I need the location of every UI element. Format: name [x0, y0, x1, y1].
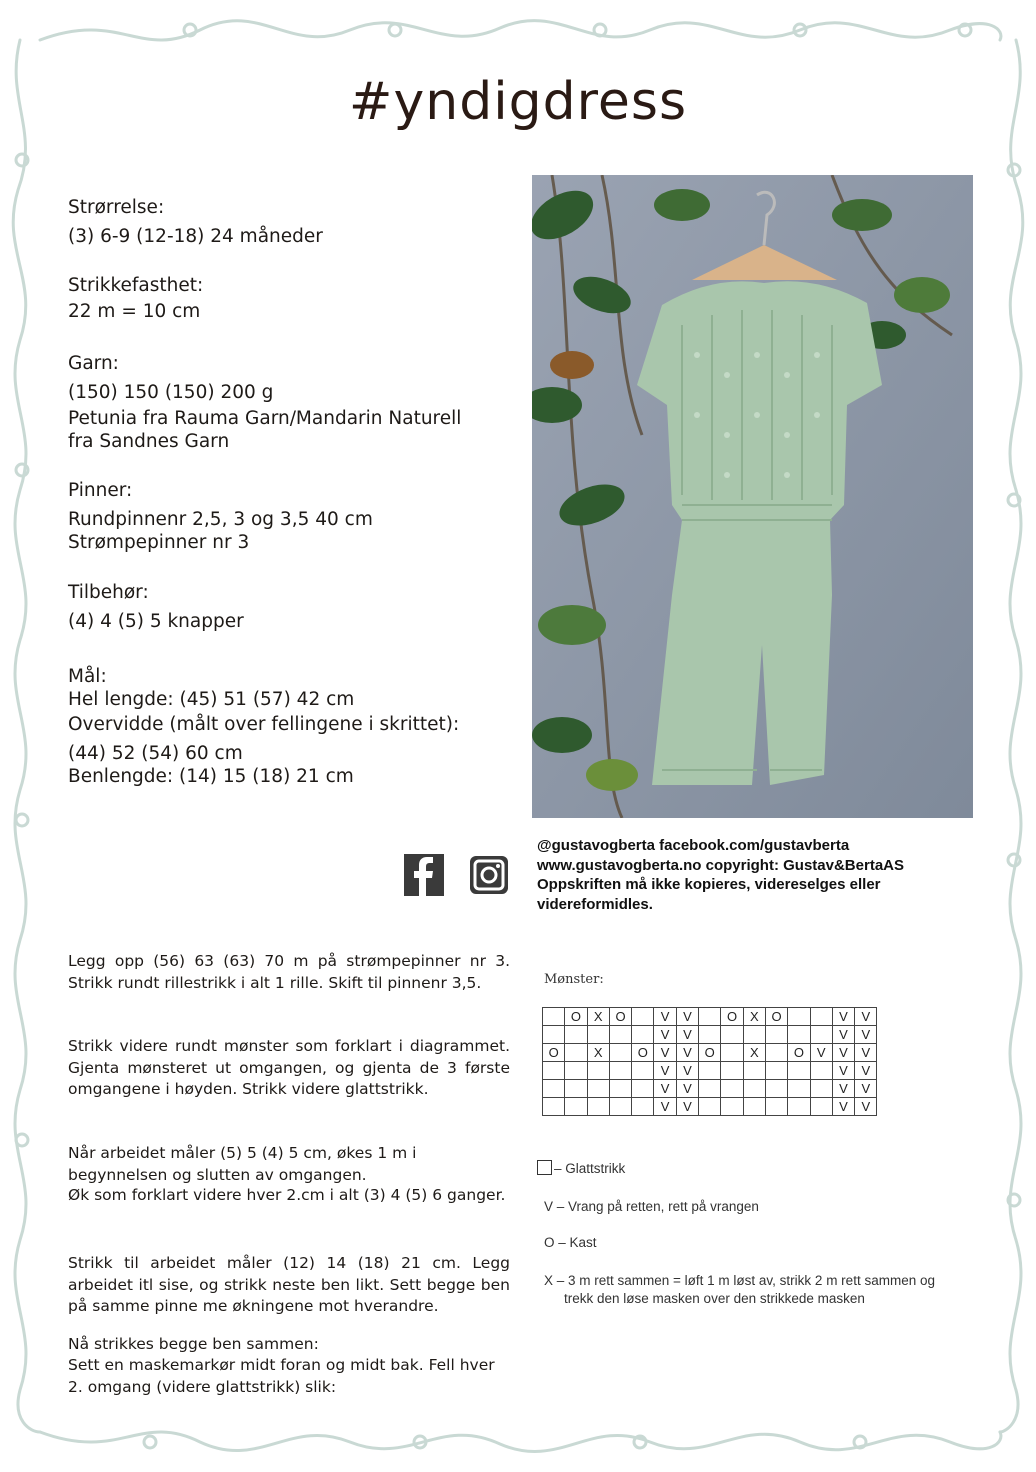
- instruction-paragraph: Sett en maskemarkør midt foran og midt bak. Fell hver 2. omgang (videre glattstrikk) slik:: [68, 1356, 495, 1396]
- chart-cell: V: [832, 1098, 854, 1116]
- chart-cell: V: [810, 1044, 832, 1062]
- spec-label: Tilbehør:: [68, 582, 149, 603]
- chart-cell: V: [654, 1098, 676, 1116]
- chart-cell: [565, 1026, 587, 1044]
- chart-cell: V: [855, 1062, 877, 1080]
- chart-cell: V: [832, 1026, 854, 1044]
- chart-cell: V: [855, 1080, 877, 1098]
- instruction-paragraph: Strikk til arbeidet måler (12) 14 (18) 21 cm. Legg arbeidet itl sise, og strikk neste ben likt. Sett begge ben på samme pinne me økningene mot hverandre.: [68, 1254, 510, 1315]
- chart-cell: [765, 1044, 787, 1062]
- legend-text: X – 3 m rett sammen = løft 1 m løst av, strikk 2 m rett sammen og: [544, 1273, 935, 1288]
- spec-label: Strørrelse:: [68, 197, 165, 218]
- legend-x: [544, 1272, 935, 1308]
- chart-cell: V: [654, 1062, 676, 1080]
- chart-cell: [765, 1098, 787, 1116]
- chart-cell: [788, 1026, 810, 1044]
- chart-cell: X: [743, 1008, 765, 1026]
- chart-cell: V: [676, 1098, 698, 1116]
- empty-square-icon: [537, 1160, 552, 1175]
- chart-cell: [721, 1026, 743, 1044]
- chart-cell: [810, 1026, 832, 1044]
- chart-cell: [632, 1026, 654, 1044]
- instruction-paragraph: Nå strikkes begge ben sammen:: [68, 1335, 319, 1353]
- spec-value: 22 m = 10 cm: [68, 301, 201, 322]
- chart-cell: [632, 1098, 654, 1116]
- chart-cell: [543, 1026, 565, 1044]
- chart-cell: V: [654, 1080, 676, 1098]
- chart-cell: [721, 1098, 743, 1116]
- chart-row: [543, 1098, 877, 1116]
- spec-value: Hel lengde: (45) 51 (57) 42 cm: [68, 689, 355, 710]
- chart-cell: [721, 1062, 743, 1080]
- garment-photo: [532, 175, 973, 818]
- chart-cell: [788, 1062, 810, 1080]
- chart-cell: [810, 1098, 832, 1116]
- chart-cell: V: [676, 1008, 698, 1026]
- chart-cell: [743, 1098, 765, 1116]
- chart-cell: [609, 1062, 631, 1080]
- diagram-label: Mønster:: [544, 972, 604, 987]
- instruction-paragraph: Legg opp (56) 63 (63) 70 m på strømpepinner nr 3. Strikk rundt rillestrikk i alt 1 rille. Skift til pinnenr 3,5.: [68, 952, 510, 992]
- credit-line: www.gustavogberta.no copyright: Gustav&BertaAS: [537, 856, 904, 874]
- chart-cell: [788, 1080, 810, 1098]
- chart-cell: X: [587, 1044, 609, 1062]
- credit-line: Oppskriften må ikke kopieres, videreselges eller: [537, 876, 881, 893]
- chart-cell: [699, 1080, 721, 1098]
- chart-cell: [609, 1080, 631, 1098]
- legend-text: – Glattstrikk: [554, 1161, 626, 1176]
- chart-cell: [543, 1062, 565, 1080]
- spec-label: Pinner:: [68, 480, 133, 501]
- spec-measurements: [68, 665, 518, 788]
- chart-cell: O: [721, 1008, 743, 1026]
- chart-cell: [565, 1098, 587, 1116]
- spec-value: (150) 150 (150) 200 g: [68, 382, 274, 403]
- spec-value: Petunia fra Rauma Garn/Mandarin Naturell: [68, 408, 462, 429]
- chart-cell: X: [587, 1008, 609, 1026]
- chart-cell: O: [632, 1044, 654, 1062]
- legend-text: trekk den løse masken over den strikkede masken: [564, 1291, 865, 1306]
- chart-cell: V: [832, 1080, 854, 1098]
- chart-cell: [810, 1062, 832, 1080]
- chart-cell: [788, 1098, 810, 1116]
- chart-cell: [743, 1026, 765, 1044]
- chart-cell: V: [855, 1098, 877, 1116]
- legend-glattstrikk: [544, 1160, 625, 1178]
- spec-yarn: [68, 352, 518, 479]
- legend-vrang: V – Vrang på retten, rett på vrangen: [544, 1199, 759, 1214]
- pattern-chart: [542, 1007, 877, 1116]
- spec-value: (4) 4 (5) 5 knapper: [68, 611, 244, 632]
- credit-line: @gustavogberta facebook.com/gustavberta: [537, 837, 850, 854]
- chart-cell: O: [565, 1008, 587, 1026]
- spec-label: Strikkefasthet:: [68, 275, 204, 296]
- chart-cell: [765, 1026, 787, 1044]
- chart-cell: [765, 1062, 787, 1080]
- chart-cell: V: [676, 1062, 698, 1080]
- spec-label: Mål:: [68, 666, 107, 687]
- spec-value: Overvidde (målt over fellingene i skrittet):: [68, 714, 460, 735]
- chart-cell: [587, 1080, 609, 1098]
- facebook-icon: [402, 852, 446, 898]
- spec-notions: [68, 581, 518, 665]
- chart-cell: [721, 1080, 743, 1098]
- chart-cell: V: [654, 1008, 676, 1026]
- chart-cell: V: [676, 1080, 698, 1098]
- spec-label: Garn:: [68, 353, 119, 374]
- chart-cell: O: [609, 1008, 631, 1026]
- instruction-paragraph: Øk som forklart videre hver 2.cm i alt (3) 4 (5) 6 ganger.: [68, 1186, 506, 1204]
- chart-cell: [699, 1026, 721, 1044]
- chart-cell: [699, 1008, 721, 1026]
- chart-cell: X: [743, 1044, 765, 1062]
- chart-cell: V: [654, 1044, 676, 1062]
- chart-cell: [543, 1008, 565, 1026]
- chart-cell: [587, 1026, 609, 1044]
- instruction-paragraph: Strikk videre rundt mønster som forklart i diagrammet. Gjenta mønsteret ut omgangen, og gjenta de 3 første omgangene i høyden. Strikk videre glattstrikk.: [68, 1037, 510, 1098]
- spec-value: fra Sandnes Garn: [68, 431, 230, 452]
- chart-cell: O: [543, 1044, 565, 1062]
- chart-cell: V: [832, 1008, 854, 1026]
- chart-cell: [565, 1044, 587, 1062]
- spec-value: Strømpepinner nr 3: [68, 532, 250, 553]
- instagram-icon: [467, 852, 511, 898]
- chart-row: [543, 1026, 877, 1044]
- spec-size: [68, 196, 518, 274]
- chart-cell: [699, 1062, 721, 1080]
- credit-line: videreformidles.: [537, 895, 653, 913]
- chart-cell: [609, 1098, 631, 1116]
- spec-value: Rundpinnenr 2,5, 3 og 3,5 40 cm: [68, 509, 373, 530]
- chart-cell: [565, 1080, 587, 1098]
- chart-row: [543, 1062, 877, 1080]
- chart-cell: O: [788, 1044, 810, 1062]
- chart-cell: [543, 1080, 565, 1098]
- spec-gauge: [68, 274, 518, 352]
- chart-cell: [587, 1062, 609, 1080]
- chart-cell: [543, 1098, 565, 1116]
- chart-cell: [721, 1044, 743, 1062]
- instruction-paragraph: Når arbeidet måler (5) 5 (4) 5 cm, økes 1 m i begynnelsen og slutten av omgangen.: [68, 1144, 417, 1184]
- chart-cell: [810, 1008, 832, 1026]
- spec-value: (44) 52 (54) 60 cm: [68, 743, 243, 764]
- chart-cell: [565, 1062, 587, 1080]
- chart-cell: V: [855, 1008, 877, 1026]
- chart-cell: [765, 1080, 787, 1098]
- spec-value: Benlengde: (14) 15 (18) 21 cm: [68, 766, 354, 787]
- chart-row: [543, 1080, 877, 1098]
- chart-cell: [632, 1062, 654, 1080]
- chart-cell: [810, 1080, 832, 1098]
- spec-value: (3) 6-9 (12-18) 24 måneder: [68, 226, 323, 247]
- chart-cell: [632, 1008, 654, 1026]
- chart-cell: [609, 1026, 631, 1044]
- chart-row: [543, 1008, 877, 1026]
- chart-cell: V: [855, 1044, 877, 1062]
- chart-cell: [743, 1062, 765, 1080]
- chart-cell: [788, 1008, 810, 1026]
- chart-row: [543, 1044, 877, 1062]
- chart-cell: [632, 1080, 654, 1098]
- chart-cell: O: [699, 1044, 721, 1062]
- chart-cell: V: [676, 1026, 698, 1044]
- chart-cell: V: [832, 1062, 854, 1080]
- chart-cell: [587, 1098, 609, 1116]
- chart-cell: V: [855, 1026, 877, 1044]
- chart-cell: [743, 1080, 765, 1098]
- chart-cell: [609, 1044, 631, 1062]
- chart-cell: V: [832, 1044, 854, 1062]
- spec-needles: [68, 479, 518, 581]
- chart-cell: O: [765, 1008, 787, 1026]
- page-title: #yndigdress: [348, 72, 688, 132]
- copyright-credit: [537, 836, 957, 914]
- specifications: [68, 196, 518, 788]
- chart-cell: V: [676, 1044, 698, 1062]
- chart-cell: V: [654, 1026, 676, 1044]
- legend-kast: O – Kast: [544, 1235, 597, 1250]
- chart-cell: [699, 1098, 721, 1116]
